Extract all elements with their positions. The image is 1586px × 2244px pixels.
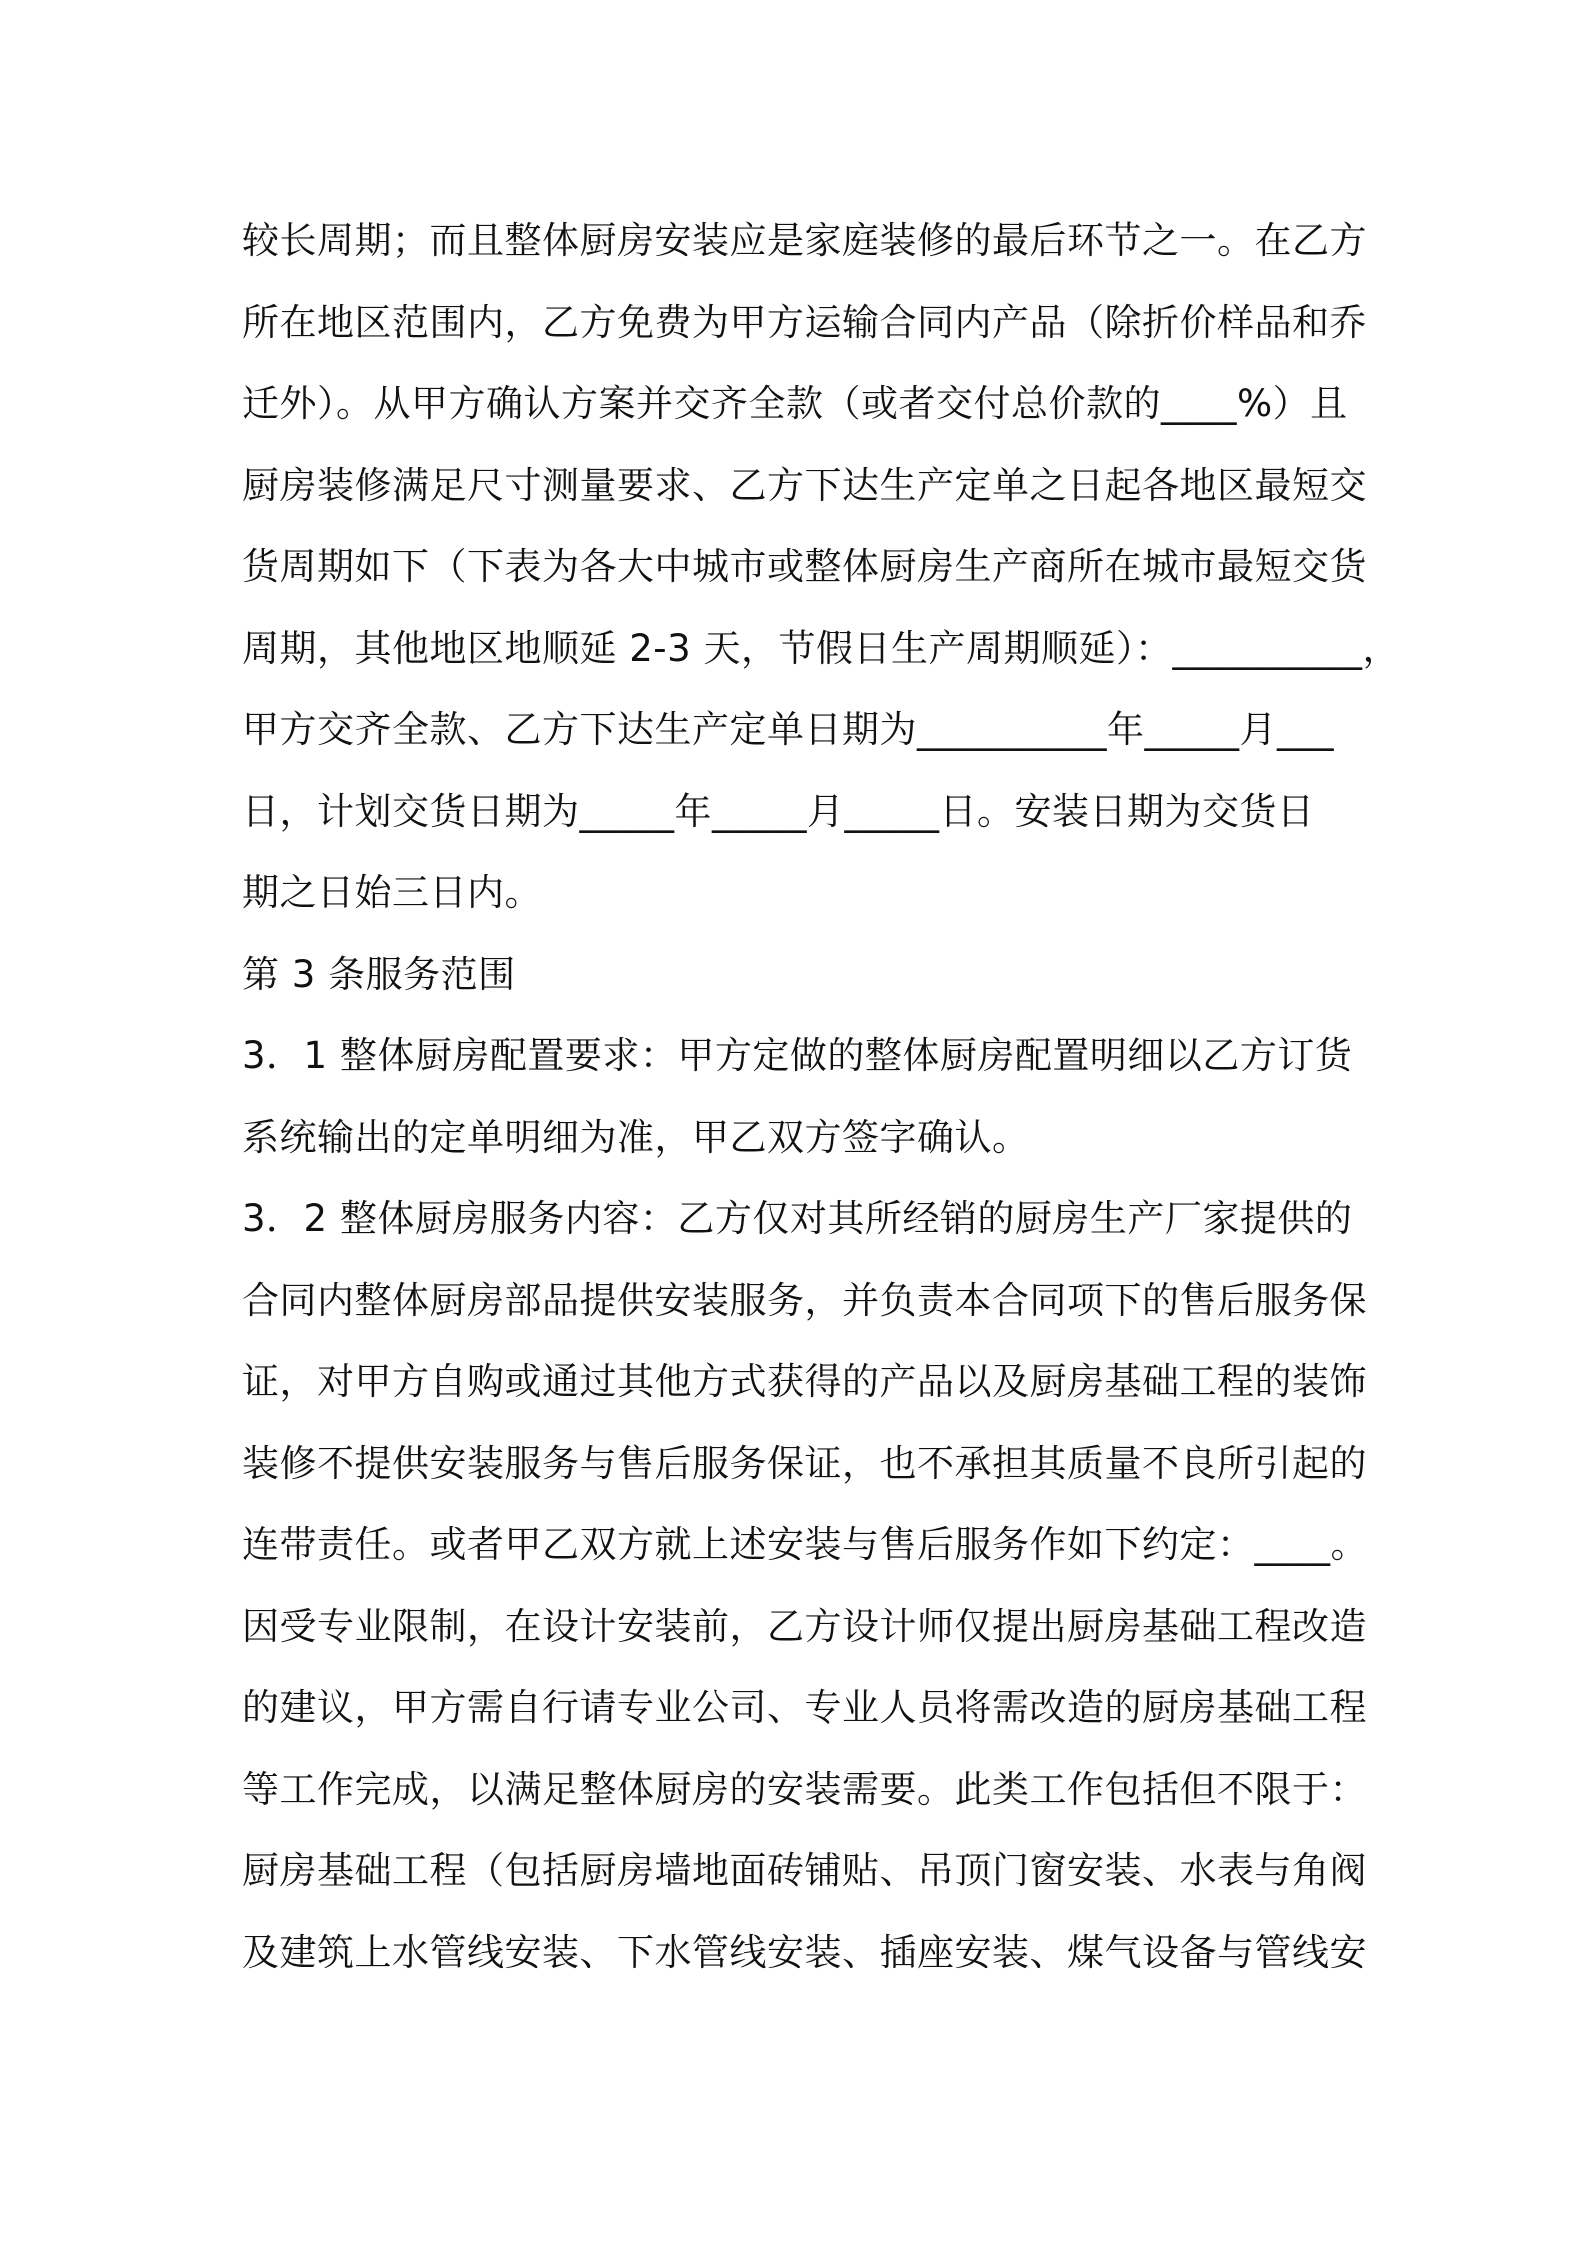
document-body <box>242 200 1400 1993</box>
text-line: 连带责任。或者甲乙双方就上述安装与售后服务作如下约定：____。 <box>242 1523 1368 1566</box>
text-line: 较长周期；而且整体厨房安装应是家庭装修的最后环节之一。在乙方 <box>242 219 1367 262</box>
text-line: 迁外）。从甲方确认方案并交齐全款（或者交付总价款的____%）且 <box>242 382 1348 425</box>
text-line: 的建议，甲方需自行请专业公司、专业人员将需改造的厨房基础工程 <box>242 1686 1367 1729</box>
text-line: 及建筑上水管线安装、下水管线安装、插座安装、煤气设备与管线安 <box>242 1930 1367 1974</box>
text-line: 期之日始三日内。 <box>242 871 542 914</box>
text-line: 厨房基础工程（包括厨房墙地面砖铺贴、吊顶门窗安装、水表与角阀 <box>242 1849 1367 1892</box>
text-line: 厨房装修满足尺寸测量要求、乙方下达生产定单之日起各地区最短交 <box>242 463 1367 507</box>
text-line: 3．1 整体厨房配置要求：甲方定做的整体厨房配置明细以乙方订货 <box>242 1034 1353 1077</box>
text-line: 货周期如下（下表为各大中城市或整体厨房生产商所在城市最短交货 <box>242 545 1367 588</box>
text-line: 装修不提供安装服务与售后服务保证，也不承担其质量不良所引起的 <box>242 1441 1367 1485</box>
text-line: 甲方交齐全款、乙方下达生产定单日期为__________年_____月___ <box>242 708 1334 751</box>
section-heading: 第 3 条服务范围 <box>242 952 516 996</box>
text-line: 所在地区范围内，乙方免费为甲方运输合同内产品（除折价样品和乔 <box>242 300 1367 344</box>
text-line: 因受专业限制，在设计安装前，乙方设计师仅提出厨房基础工程改造 <box>242 1604 1367 1648</box>
text-line: 等工作完成，以满足整体厨房的安装需要。此类工作包括但不限于： <box>242 1767 1367 1811</box>
text-line: 合同内整体厨房部品提供安装服务，并负责本合同项下的售后服务保 <box>242 1278 1367 1322</box>
text-line: 日，计划交货日期为_____年_____月_____日。安装日期为交货日 <box>242 789 1315 833</box>
text-line: 3．2 整体厨房服务内容：乙方仅对其所经销的厨房生产厂家提供的 <box>242 1197 1353 1240</box>
text-line: 系统输出的定单明细为准，甲乙双方签字确认。 <box>242 1115 1030 1159</box>
text-line: 周期，其他地区地顺延 2-3 天，节假日生产周期顺延）：__________， <box>242 626 1400 670</box>
text-line: 证，对甲方自购或通过其他方式获得的产品以及厨房基础工程的装饰 <box>242 1360 1367 1403</box>
